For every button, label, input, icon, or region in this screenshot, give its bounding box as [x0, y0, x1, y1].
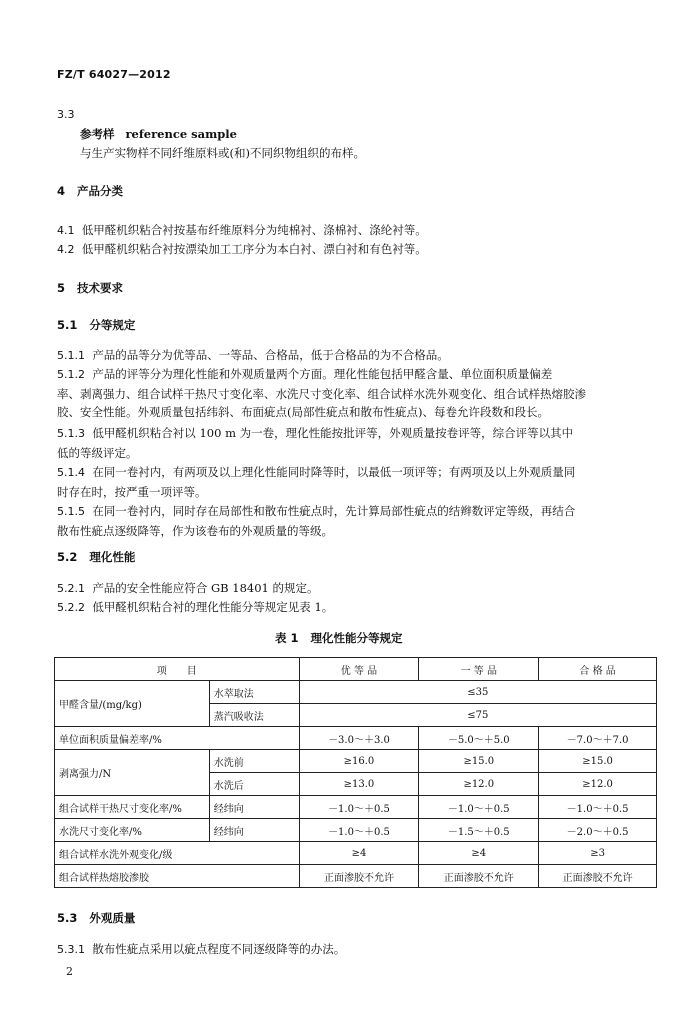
clause-number: 5.3.1 [57, 943, 85, 956]
section-5-1-number: 5.1 [57, 318, 78, 332]
section-4-heading [57, 183, 123, 199]
table-cell: －1.0～＋0.5 [419, 796, 539, 819]
section-5-2-heading [57, 549, 135, 565]
clause-line [57, 424, 632, 444]
clause-5-2-2 [57, 598, 632, 618]
table-cell: ≥16.0 [299, 750, 419, 773]
clause-line [57, 463, 632, 483]
clause-text: 低甲醛机织粘合衬以 100 m 为一卷，理化性能按批评等，外观质量按卷评等，综合评等以其中 [92, 426, 574, 440]
section-4-title: 产品分类 [77, 184, 124, 198]
table-cell: ≥12.0 [419, 773, 539, 796]
clause-5-1-4 [57, 463, 632, 501]
row-name: 单位面积质量偏差率/% [55, 727, 300, 750]
table-row [55, 750, 657, 773]
section-5-1-heading [57, 317, 135, 333]
term-reference-sample [80, 126, 237, 142]
row-subitem: 水萃取法 [209, 681, 299, 704]
section-5-heading [57, 280, 123, 296]
clause-line: 胶、安全性能。外观质量包括纬斜、布面疵点(局部性疵点和散布性疵点)、每卷允许段数和段长。 [57, 405, 549, 419]
clause-text: 产品的评等分为理化性能和外观质量两个方面。理化性能包括甲醛含量、单位面积质量偏差 [92, 367, 553, 381]
clause-text: 低甲醛机织粘合衬按漂染加工工序分为本白衬、漂白衬和有色衬等。 [81, 242, 427, 256]
table-cell: －1.0～＋0.5 [539, 796, 657, 819]
table-cell: －5.0～＋5.0 [419, 727, 539, 750]
row-subitem: 蒸汽吸收法 [209, 704, 299, 727]
clause-4-1 [57, 222, 427, 238]
clause-number: 5.2.2 [57, 601, 85, 614]
table-1 [54, 657, 657, 888]
clause-line [57, 365, 632, 385]
row-subitem: 水洗后 [209, 773, 299, 796]
table-cell: ≤75 [299, 704, 656, 727]
clause-line [57, 502, 632, 522]
table-cell: ≥4 [419, 842, 539, 865]
section-5-2-title: 理化性能 [89, 550, 136, 564]
row-subitem: 水洗前 [209, 750, 299, 773]
section-5-number: 5 [57, 281, 66, 295]
section-5-title: 技术要求 [77, 281, 124, 295]
clause-line: 低的等级评定。 [57, 445, 138, 460]
table-cell: －2.0～＋0.5 [539, 819, 657, 842]
term-cn: 参考样 [80, 127, 115, 141]
table-row [55, 727, 657, 750]
header-item: 项 目 [55, 658, 300, 681]
clause-number: 5.1.2 [57, 368, 85, 381]
clause-text: 在同一卷衬内，有两项及以上理化性能同时降等时，以最低一项评等；有两项及以上外观质量同 [92, 465, 576, 479]
clause-line: 散布性疵点逐级降等，作为该卷布的外观质量的等级。 [57, 523, 333, 538]
clause-5-1-1 [57, 346, 632, 366]
header-grade-first: 一 等 品 [419, 658, 539, 681]
table-header-row [55, 658, 657, 681]
row-subitem: 经纬向 [209, 796, 299, 819]
clause-number: 5.1.5 [57, 505, 85, 518]
table-cell: ≥13.0 [299, 773, 419, 796]
table-cell: －1.0～＋0.5 [299, 819, 419, 842]
section-5-3-heading [57, 910, 135, 926]
clause-number: 5.1.3 [57, 427, 85, 440]
table-row [55, 819, 657, 842]
row-name: 甲醛含量/(mg/kg) [55, 681, 210, 727]
section-5-2-number: 5.2 [57, 550, 78, 564]
clause-5-1-5 [57, 502, 632, 540]
clause-text: 产品的安全性能应符合 GB 18401 的规定。 [92, 581, 319, 595]
table-cell: 正面渗胶不允许 [539, 865, 657, 888]
section-4-number: 4 [57, 184, 66, 198]
page-number: 2 [66, 965, 73, 978]
clause-text: 低甲醛机织粘合衬按基布纤维原料分为纯棉衬、涤棉衬、涤纶衬等。 [81, 223, 427, 237]
header-grade-qualified: 合 格 品 [539, 658, 657, 681]
clause-line: 时存在时，按严重一项评等。 [57, 484, 207, 499]
table-caption-title: 理化性能分等规定 [310, 631, 403, 645]
clause-number: 5.1.4 [57, 466, 85, 479]
clause-5-1-3 [57, 424, 632, 462]
section-3-3-number: 3.3 [57, 108, 75, 121]
term-definition: 与生产实物样不同纤维原料或(和)不同织物组织的布样。 [80, 146, 365, 160]
table-row [55, 796, 657, 819]
table-row [55, 865, 657, 888]
table-row [55, 681, 657, 704]
table-cell: －1.5～＋0.5 [419, 819, 539, 842]
table-cell: －7.0～＋7.0 [539, 727, 657, 750]
table-cell: ≤35 [299, 681, 656, 704]
term-en: reference sample [125, 127, 237, 141]
row-name: 剥离强力/N [55, 750, 210, 796]
table-caption-label: 表 1 [275, 631, 299, 645]
clause-number: 4.2 [57, 243, 75, 256]
table-cell: 正面渗胶不允许 [419, 865, 539, 888]
table-caption [275, 630, 403, 646]
table-cell: －1.0～＋0.5 [299, 796, 419, 819]
row-name: 组合试样热熔胶渗胶 [55, 865, 300, 888]
clause-text: 在同一卷衬内，同时存在局部性和散布性疵点时，先计算局部性疵点的结辫数评定等级，再结合 [92, 504, 576, 518]
table-cell: ≥3 [539, 842, 657, 865]
table-cell: －3.0～＋3.0 [299, 727, 419, 750]
header-grade-superior: 优 等 品 [299, 658, 419, 681]
row-name: 组合试样水洗外观变化/级 [55, 842, 300, 865]
table-cell: ≥12.0 [539, 773, 657, 796]
row-name: 组合试样干热尺寸变化率/% [55, 796, 210, 819]
clause-text: 散布性疵点采用以疵点程度不同逐级降等的办法。 [92, 942, 346, 956]
clause-text: 产品的品等分为优等品、一等品、合格品，低于合格品的为不合格品。 [92, 348, 449, 362]
clause-4-2 [57, 241, 427, 257]
table-cell: ≥15.0 [539, 750, 657, 773]
clause-5-1-2 [57, 365, 632, 422]
section-5-1-title: 分等规定 [89, 318, 136, 332]
clause-line: 率、剥离强力、组合试样干热尺寸变化率、水洗尺寸变化率、组合试样水洗外观变化、组合试样热熔胶渗 [57, 386, 586, 401]
clause-number: 4.1 [57, 224, 75, 237]
clause-number: 5.1.1 [57, 349, 85, 362]
table-cell: ≥15.0 [419, 750, 539, 773]
table-cell: ≥4 [299, 842, 419, 865]
table-cell: 正面渗胶不允许 [299, 865, 419, 888]
clause-5-3-1 [57, 940, 632, 960]
clause-text: 低甲醛机织粘合衬的理化性能分等规定见表 1。 [92, 600, 334, 614]
row-subitem: 经纬向 [209, 819, 299, 842]
clause-number: 5.2.1 [57, 582, 85, 595]
section-5-3-title: 外观质量 [89, 911, 136, 925]
clause-5-2-1 [57, 579, 632, 599]
table-row [55, 842, 657, 865]
section-5-3-number: 5.3 [57, 911, 78, 925]
row-name: 水洗尺寸变化率/% [55, 819, 210, 842]
standard-number: FZ/T 64027—2012 [57, 68, 171, 81]
